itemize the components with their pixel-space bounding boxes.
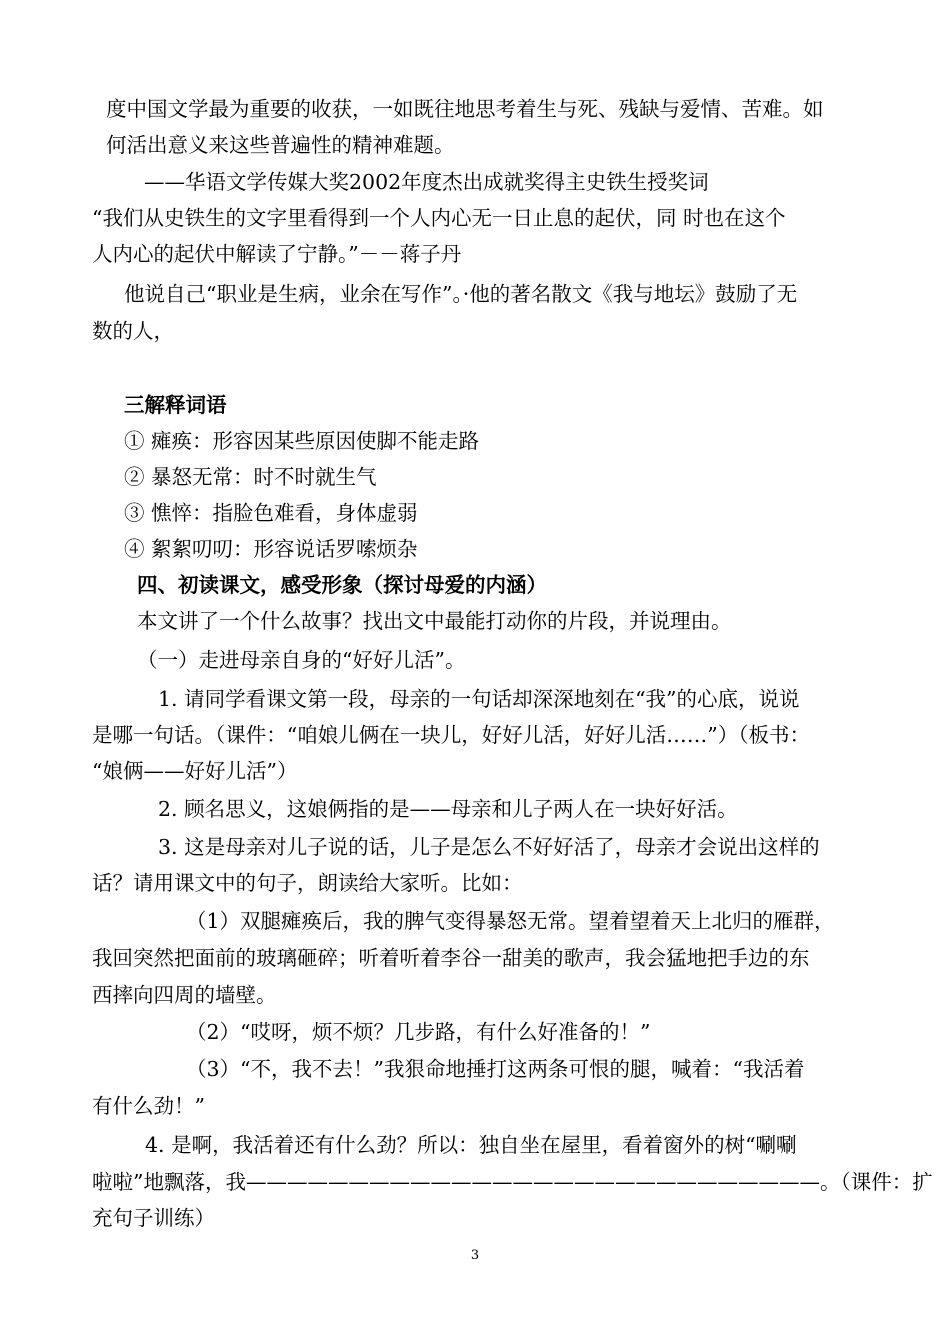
story-question: 本文讲了一个什么故事？找出文中最能打动你的片段，并说理由。 [137, 609, 732, 633]
example-1-line-1: （1）双腿瘫痪后，我的脾气变得暴怒无常。望着望着天上北归的雁群， [186, 909, 835, 933]
vocab-item-1: ① 瘫痪：形容因某些原因使脚不能走路 [124, 429, 480, 453]
example-2-line-1: （2）“哎呀，烦不烦？几步路，有什么好准备的！” [186, 1020, 651, 1044]
paragraph-3-line-2: 话？请用课文中的句子，朗读给大家听。比如： [92, 871, 523, 895]
example-3-line-2: 有什么劲！” [92, 1094, 205, 1118]
example-1-line-3: 西摔向四周的墙壁。 [92, 983, 277, 1007]
subsection-1-heading: （一）走进母亲自身的“好好儿活”。 [137, 648, 466, 672]
paragraph-1-line-2: 是哪一句话。（课件：“咱娘儿俩在一块儿，好好儿活，好好儿活……”）（板书： [92, 723, 810, 747]
paragraph-1-line-3: “娘俩——好好儿活”） [92, 759, 298, 783]
example-1-line-2: 我回突然把面前的玻璃砸碎；听着听着李谷一甜美的歌声，我会猛地把手边的东 [92, 946, 810, 970]
paragraph-1-line-1: 1. 请同学看课文第一段，母亲的一句话却深深地刻在“我”的心底，说说 [158, 687, 800, 711]
paragraph-4-line-2: 啦啦”地飘落，我————————————————————————————。（课件：扩 [92, 1170, 933, 1194]
paragraph-4-line-3: 充句子训练） [92, 1206, 215, 1230]
self-description-line-1: 他说自己“职业是生病，业余在写作”。·他的著名散文《我与地坛》鼓励了无 [124, 282, 798, 306]
paragraph-4-line-1: 4. 是啊，我活着还有什么劲？所以：独自坐在屋里，看着窗外的树“唰唰 [145, 1133, 797, 1157]
vocab-item-4: ④ 絮絮叨叨：形容说话罗嗦烦杂 [124, 537, 418, 561]
quote-line-2: 人内心的起伏中解读了宁静。”－－蒋子丹 [92, 242, 462, 266]
paragraph-2-line-1: 2. 顾名思义，这娘俩指的是——母亲和儿子两人在一块好好活。 [158, 797, 738, 821]
intro-line-2: 何活出意义来这些普遍性的精神难题。 [106, 133, 455, 157]
section-3-heading: 三解释词语 [124, 393, 227, 417]
section-4-heading: 四、初读课文，感受形象（探讨母爱的内涵） [137, 573, 547, 597]
page-number: 3 [470, 1248, 480, 1263]
vocab-item-2: ② 暴怒无常：时不时就生气 [124, 465, 377, 489]
quote-line-1: “我们从史铁生的文字里看得到一个人内心无一日止息的起伏，同 时也在这个 [92, 206, 786, 230]
paragraph-3-line-1: 3. 这是母亲对儿子说的话，儿子是怎么不好好活了，母亲才会说出这样的 [158, 835, 820, 859]
self-description-line-2: 数的人， [92, 319, 174, 343]
example-3-line-1: （3）“不，我不去！”我狠命地捶打这两条可恨的腿，喊着：“我活着 [186, 1057, 805, 1081]
vocab-item-3: ③ 憔悴：指脸色难看，身体虚弱 [124, 501, 418, 525]
award-attribution: ——华语文学传媒大奖2002年度杰出成就奖得主史铁生授奖词 [144, 170, 709, 194]
intro-line-1: 度中国文学最为重要的收获，一如既往地思考着生与死、残缺与爱情、苦难。如 [106, 97, 824, 121]
